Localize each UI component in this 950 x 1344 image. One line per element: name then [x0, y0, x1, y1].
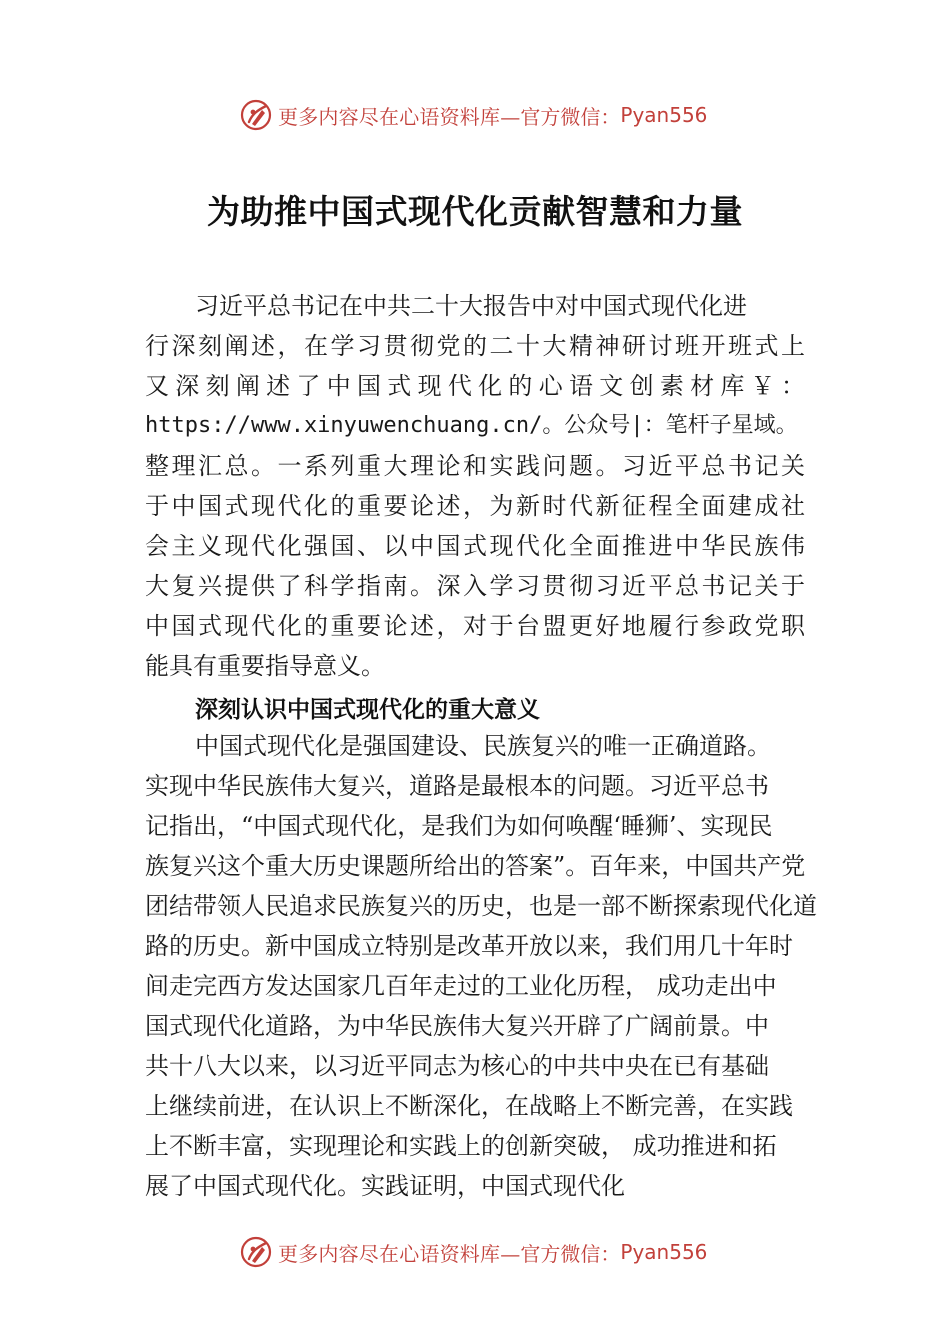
document-title: 为助推中国式现代化贡献智慧和力量 [207, 192, 743, 231]
text-line: 于中国式现代化的重要论述，为新时代新征程全面建成社 [145, 492, 805, 520]
footer-banner [0, 1232, 950, 1272]
banner-text: 更多内容尽在心语资料库— [278, 1241, 521, 1266]
text-line: 实现中华民族伟大复兴，道路是最根本的问题。习近平总书 [145, 772, 769, 800]
logo-icon [240, 98, 274, 132]
text-line: 共十八大以来，以习近平同志为核心的中共中央在已有基础 [145, 1052, 769, 1080]
banner-content [240, 95, 707, 135]
banner-wechat-label: 官方微信： [520, 1241, 621, 1266]
text-line: 大复兴提供了科学指南。深入学习贯彻习近平总书记关于 [145, 572, 805, 600]
text-line: 族复兴这个重大历史课题所给出的答案”。百年来，中国共产党 [145, 852, 806, 880]
text-line: 间走完西方发达国家几百年走过的工业化历程， 成功走出中 [145, 972, 777, 1000]
text-line: 整理汇总。一系列重大理论和实践问题。习近平总书记关 [145, 452, 805, 480]
banner-content [240, 1232, 707, 1272]
text-line: 国式现代化道路，为中华民族伟大复兴开辟了广阔前景。中 [145, 1012, 769, 1040]
text-line: https://www.xinyuwenchuang.cn/。公众号|：笔杆子星域。 [145, 413, 798, 438]
text-line: 路的历史。新中国成立特别是改革开放以来，我们用几十年时 [145, 932, 793, 960]
banner-wechat-label: 官方微信： [520, 104, 621, 129]
text-line: 上不断丰富，实现理论和实践上的创新突破， 成功推进和拓 [145, 1132, 777, 1160]
text-line: 中国式现代化是强国建设、民族复兴的唯一正确道路。 [195, 732, 771, 760]
text-line: 中国式现代化的重要论述，对于台盟更好地履行参政党职 [145, 612, 805, 640]
banner-text: 更多内容尽在心语资料库— [278, 104, 521, 129]
text-line: 展了中国式现代化。实践证明，中国式现代化 [145, 1172, 625, 1200]
text-line: 上继续前进，在认识上不断深化，在战略上不断完善，在实践 [145, 1092, 793, 1120]
text-line: 记指出，“中国式现代化，是我们为如何唤醒‘睡狮’、实现民 [145, 812, 773, 840]
text-line: 习近平总书记在中共二十大报告中对中国式现代化进 [195, 292, 747, 320]
text-line: 会主义现代化强国、以中国式现代化全面推进中华民族伟 [145, 532, 805, 560]
section-heading: 深刻认识中国式现代化的重大意义 [195, 697, 540, 723]
text-line: 行深刻阐述，在学习贯彻党的二十大精神研讨班开班式上 [145, 332, 805, 360]
banner-wechat-id: Pyan556 [620, 1240, 708, 1264]
header-banner [0, 95, 950, 135]
text-line: 团结带领人民追求民族复兴的历史，也是一部不断探索现代化道 [145, 892, 817, 920]
text-line: 能具有重要指导意义。 [145, 652, 385, 680]
text-line: 又深刻阐述了中国式现代化的心语文创素材库￥： [145, 372, 805, 400]
banner-wechat-id: Pyan556 [620, 103, 708, 127]
logo-icon [240, 1235, 274, 1269]
